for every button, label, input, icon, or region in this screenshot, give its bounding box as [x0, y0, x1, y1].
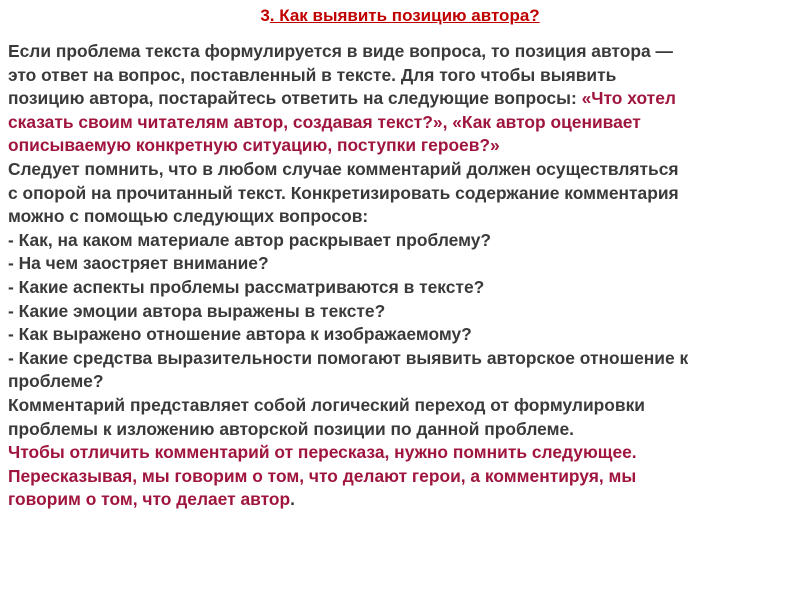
text-line [8, 276, 798, 300]
body-text-segment: - На чем заостряет внимание? [8, 253, 269, 274]
body-text-segment: - Какие эмоции автора выражены в тексте? [8, 300, 386, 321]
text-line [8, 87, 798, 111]
text-line [8, 323, 798, 347]
body-text-segment: - Как, на каком материале автор раскрывает проблему? [8, 229, 492, 250]
highlighted-text: описываемую конкретную ситуацию, поступки героев?» [8, 135, 500, 156]
text-line [8, 40, 798, 64]
body-text-segment: проблеме? [8, 371, 104, 392]
body-text-segment: - Как выражено отношение автора к изображаемому? [8, 324, 472, 345]
body-text-segment: - Какие аспекты проблемы рассматриваются в тексте? [8, 276, 485, 297]
text-line [8, 465, 798, 489]
text-line [8, 252, 798, 276]
body-text [8, 40, 798, 512]
highlighted-text: Пересказывая, мы говорим о том, что делают герои, а комментируя, мы [8, 465, 637, 486]
body-text-segment: позицию автора, постарайтесь ответить на следующие вопросы: [8, 88, 582, 109]
body-text-segment: это ответ на вопрос, поставленный в тексте. Для того чтобы выявить [8, 64, 617, 85]
text-line [8, 394, 798, 418]
body-text-segment: с опорой на прочитанный текст. Конкретизировать содержание комментария [8, 182, 679, 203]
slide-title [0, 5, 800, 27]
text-line [8, 229, 798, 253]
body-text-segment: проблемы к изложению авторской позиции по данной проблеме. [8, 418, 574, 439]
text-line [8, 441, 798, 465]
body-text-segment: Комментарий представляет собой логический переход от формулировки [8, 394, 645, 415]
text-line [8, 205, 798, 229]
text-line [8, 182, 798, 206]
body-text-segment: Если проблема текста формулируется в виде вопроса, то позиция автора — [8, 41, 673, 61]
text-line [8, 370, 798, 394]
highlighted-text: Чтобы отличить комментарий от пересказа, нужно помнить следующее. [8, 442, 637, 463]
highlighted-text: «Что хотел [581, 88, 676, 109]
text-line [8, 111, 798, 135]
text-line [8, 158, 798, 182]
text-line [8, 488, 798, 512]
body-text-segment: . [290, 489, 295, 510]
highlighted-text: сказать своим читателям автор, создавая текст?», «Как автор оценивает [8, 111, 641, 132]
body-text-segment: Следует помнить, что в любом случае комментарий должен осуществляться [8, 158, 679, 179]
body-text-segment: - Какие средства выразительности помогают выявить авторское отношение к [8, 347, 689, 368]
text-line [8, 418, 798, 442]
text-line [8, 300, 798, 324]
highlighted-text: говорим о том, что делает автор [8, 489, 291, 510]
title-text: . Как выявить позицию автора? [269, 6, 540, 25]
title-number: 3 [260, 6, 270, 25]
text-line [8, 134, 798, 158]
text-line [8, 64, 798, 88]
body-text-segment: можно с помощью следующих вопросов: [8, 206, 369, 227]
text-line [8, 347, 798, 371]
